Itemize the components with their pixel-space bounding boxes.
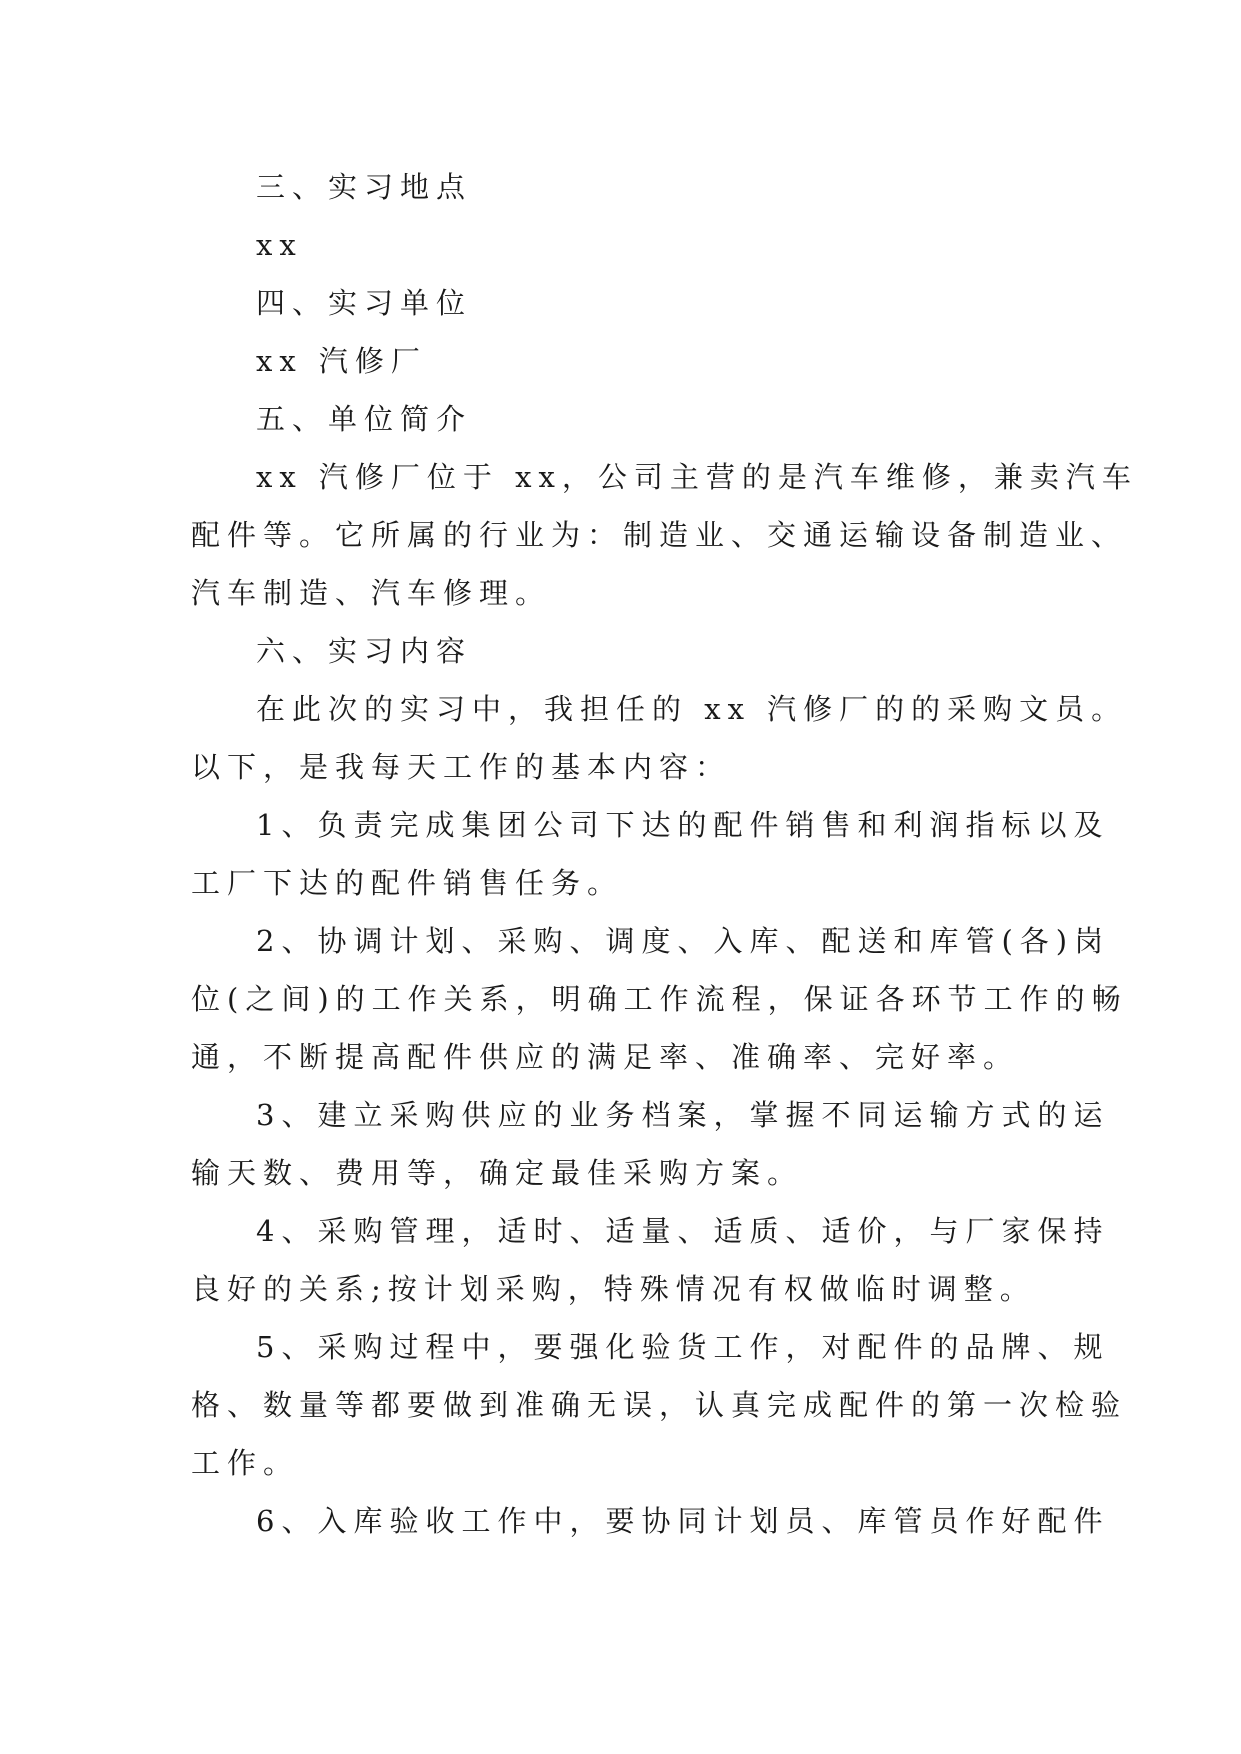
text-line: 三、实习地点: [256, 170, 473, 204]
text-line: 工作。: [191, 1446, 300, 1480]
text-line: xx 汽修厂: [256, 344, 427, 378]
text-line: 工厂下达的配件销售任务。: [191, 866, 624, 900]
text-line: 4、采购管理，适时、适量、适质、适价，与厂家保持: [256, 1214, 1110, 1248]
text-line: 汽车制造、汽车修理。: [191, 576, 552, 610]
text-line: 通，不断提高配件供应的满足率、准确率、完好率。: [191, 1040, 1020, 1074]
text-line: 配件等。它所属的行业为：制造业、交通运输设备制造业、: [191, 518, 1128, 552]
text-line: 格、数量等都要做到准确无误，认真完成配件的第一次检验: [191, 1388, 1128, 1422]
text-line: 位(之间)的工作关系，明确工作流程，保证各环节工作的畅: [191, 982, 1128, 1016]
text-line: 良好的关系;按计划采购，特殊情况有权做临时调整。: [191, 1272, 1036, 1306]
text-line: 六、实习内容: [256, 634, 473, 668]
text-line: xx: [256, 228, 303, 262]
text-line: 2、协调计划、采购、调度、入库、配送和库管(各)岗: [256, 924, 1111, 958]
text-line: xx 汽修厂位于 xx，公司主营的是汽车维修，兼卖汽车: [256, 460, 1138, 494]
text-line: 5、采购过程中，要强化验货工作，对配件的品牌、规: [256, 1330, 1110, 1364]
text-line: 输天数、费用等，确定最佳采购方案。: [191, 1156, 804, 1190]
text-line: 在此次的实习中，我担任的 xx 汽修厂的的采购文员。: [256, 692, 1128, 726]
text-line: 以下，是我每天工作的基本内容：: [191, 750, 732, 784]
text-line: 1、负责完成集团公司下达的配件销售和利润指标以及: [256, 808, 1110, 842]
text-line: 6、入库验收工作中，要协同计划员、库管员作好配件: [256, 1504, 1110, 1538]
document-body: [191, 158, 1138, 1550]
text-line: 五、单位简介: [256, 402, 473, 436]
text-line: 3、建立采购供应的业务档案，掌握不同运输方式的运: [256, 1098, 1110, 1132]
text-line: 四、实习单位: [256, 286, 473, 320]
